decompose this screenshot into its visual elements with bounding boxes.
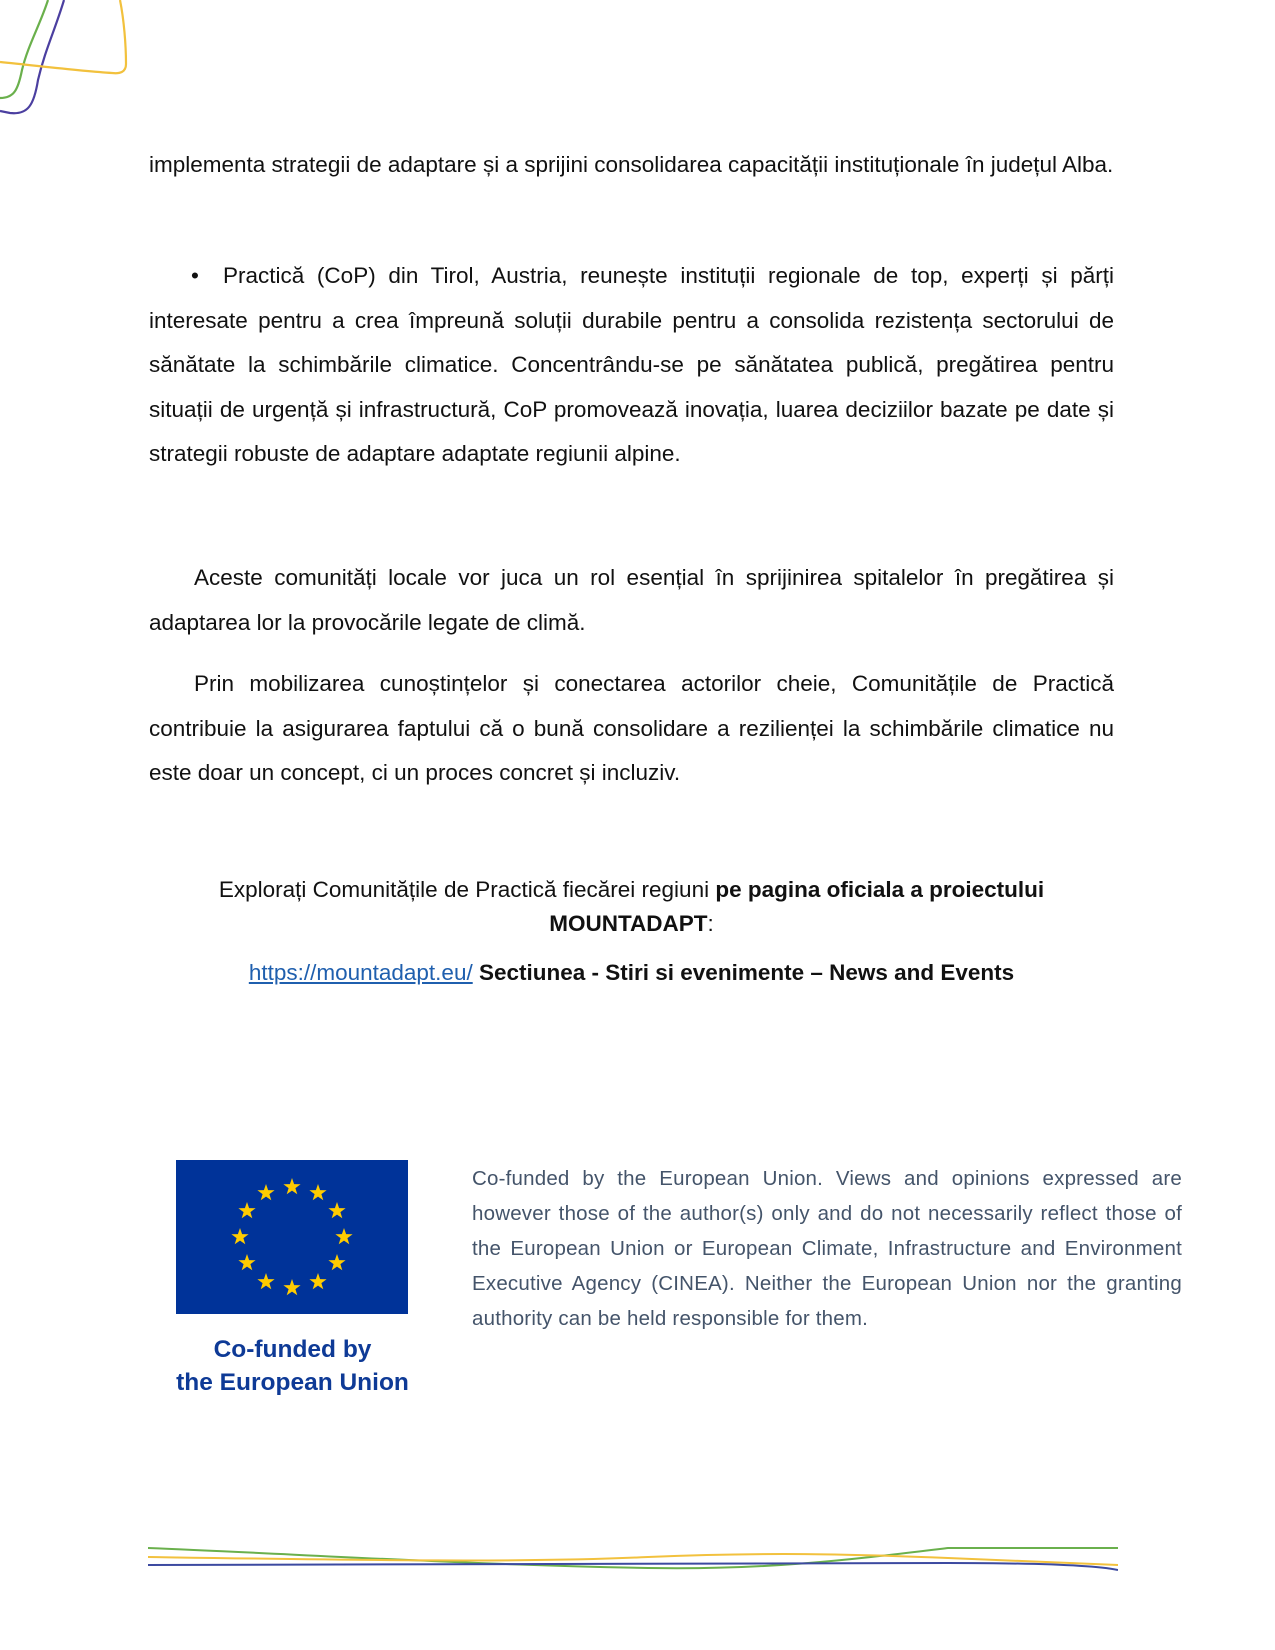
eu-disclaimer: Co-funded by the European Union. Views and opinions expressed are however those of the author(s) only and do not necessarily reflect those of the European Union or European Climate, Infrastructure and Environment Executive Agency (CINEA). Neither the European Union nor the granting authority can be held responsible for them.	[472, 1167, 1182, 1330]
news-section-label: Sectiunea - Stiri si evenimente – News and Events	[472, 960, 1015, 985]
bullet-item-text: Practică (CoP) din Tirol, Austria, reunește instituții regionale de top, experți și părți interesate pentru a crea împreună soluții durabile pentru a consolida rezistența sectorului de sănătate la schimbările climatice. Concentrându-se pe sănătatea publică, pregătirea pentru situații de urgență și infrastructură, CoP promovează inovația, luarea deciziilor bazate pe date și strategii robuste de adaptare adaptate regiunii alpine.	[149, 263, 1114, 466]
explore-colon: :	[707, 911, 714, 936]
corner-decoration-lines-icon	[0, 0, 140, 120]
explore-callout	[149, 873, 1114, 941]
project-link-line	[149, 956, 1114, 990]
paragraph-mobilization	[149, 662, 1114, 796]
paragraph-local-communities	[149, 556, 1114, 645]
eu-flag-icon	[176, 1160, 408, 1314]
explore-text-bold: pe pagina oficiala a proiectului MOUNTADAPT	[549, 877, 1045, 936]
paragraph-alba-text: implementa strategii de adaptare și a sprijini consolidarea capacității instituționale în județul Alba.	[149, 152, 1114, 177]
footer-wave-lines-icon	[148, 1530, 1118, 1580]
bullet-list	[149, 254, 1114, 477]
paragraph-alba	[149, 143, 1114, 188]
eu-cofunded-caption	[150, 1333, 435, 1399]
paragraph-mobilization-text: Prin mobilizarea cunoștințelor și conectarea actorilor cheie, Comunitățile de Practică contribuie la asigurarea faptului că o bună consolidare a rezilienței la schimbările climatice nu este doar un concept, ci un proces concret și incluziv.	[149, 671, 1114, 785]
eu-stars-icon	[176, 1160, 408, 1314]
bullet-icon: •	[191, 263, 199, 288]
bullet-item-tirol	[149, 254, 1114, 477]
mountadapt-link[interactable]: https://mountadapt.eu/	[248, 960, 473, 985]
eu-caption-line2: the European Union	[176, 1369, 409, 1396]
explore-text: Explorați Comunitățile de Practică fiecărei regiuni	[218, 877, 716, 902]
eu-caption-line1: Co-funded by	[213, 1336, 372, 1363]
paragraph-local-communities-text: Aceste comunități locale vor juca un rol esențial în sprijinirea spitalelor în pregătirea și adaptarea lor la provocările legate de climă.	[149, 565, 1114, 635]
